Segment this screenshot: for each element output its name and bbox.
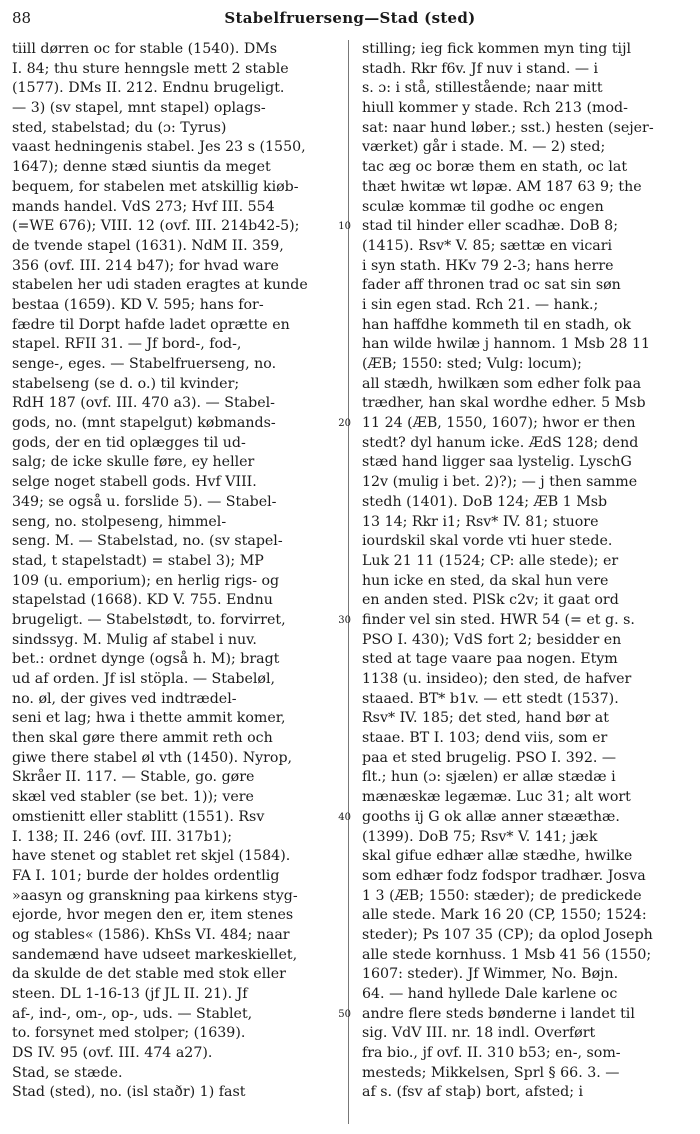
text-line: 109 (u. emporium); en herlig rigs- og <box>12 572 280 589</box>
text-line: 11 24 (ÆB, 1550, 1607); hwor er then <box>362 415 636 432</box>
page-number: 88 <box>12 9 32 27</box>
text-line: bequem, for stabelen met atskillig kiøb- <box>12 178 299 195</box>
text-line: af s. (fsv af staþ) bort, afsted; i <box>362 1084 584 1101</box>
text-line: 12v (mulig i bet. 2)?); — j then samme <box>362 474 638 491</box>
text-line: fader aff thronen trad oc sat sin søn <box>362 277 621 294</box>
text-line: værket) går i stade. M. — 2) sted; <box>362 139 606 156</box>
text-line: sted, stabelstad; du (ɔ: Tyrus) <box>12 119 227 136</box>
text-line: mands handel. VdS 273; Hvf III. 554 <box>12 198 275 215</box>
text-line: flt.; hun (ɔ: sjælen) er allæ stædæ i <box>362 769 616 786</box>
text-line: sig. VdV III. nr. 18 indl. Overført <box>362 1025 596 1042</box>
text-line: gods, no. (mnt stapelgut) købmands- <box>12 415 276 432</box>
text-line: PSO I. 430); VdS fort 2; besidder en <box>362 631 622 648</box>
text-line: en anden sted. PlSk c2v; it gaat ord <box>362 592 619 609</box>
text-line: skæl ved stabler (se bet. 1)); vere <box>12 789 254 806</box>
text-line: stedt? dyl hanum icke. ÆdS 128; dend <box>362 434 639 451</box>
text-line: fra bio., jf ovf. II. 310 b53; en-, som- <box>362 1045 621 1062</box>
text-line: omstienitt eller stablitt (1551). Rsv <box>12 808 265 825</box>
page-header <box>12 6 688 30</box>
text-line: stadh. Rkr f6v. Jf nuv i stand. — i <box>362 60 599 77</box>
text-line: Luk 21 11 (1524; CP: alle stede); er <box>362 552 619 569</box>
text-line: 1 3 (ÆB; 1550: stæder); de predickede <box>362 887 642 904</box>
text-line: stad, t stapelstadt) = stabel 3); MP <box>12 552 264 569</box>
text-line: skal gifue edhær allæ stædhe, hwilke <box>362 848 633 865</box>
text-line: Stad, se stæde. <box>12 1064 123 1081</box>
text-line: ud af orden. Jf isl stöpla. — Stabeløl, <box>12 671 276 687</box>
text-line: no. øl, der gives ved indtrædel- <box>12 690 237 707</box>
text-line: stapelstad (1668). KD V. 755. Endnu <box>12 592 273 609</box>
text-line: i sin egen stad. Rch 21. — hank.; <box>362 296 599 313</box>
text-line: steder); Ps 107 35 (CP); da oplod Joseph <box>362 926 653 943</box>
text-line: paa et sted brugelig. PSO I. 392. — <box>362 749 617 766</box>
text-line: giwe there stabel øl vth (1450). Nyrop, <box>12 749 293 766</box>
text-line: seng, no. stolpeseng, himmel- <box>12 513 227 530</box>
text-line: tiill dørren oc for stable (1540). DMs <box>12 41 278 57</box>
text-line: »aasyn og granskning paa kirkens styg- <box>12 887 298 904</box>
text-line: stedh (1401). DoB 124; ÆB 1 Msb <box>362 493 608 510</box>
text-line: hun icke en sted, da skal hun vere <box>362 572 609 589</box>
text-line: (=WE 676); VIII. 12 (ovf. III. 214b42-5); <box>12 218 300 235</box>
text-line: som edhær fodz fodspor tradhær. Josva <box>362 867 646 884</box>
text-line: 64. — hand hyllede Dale karlene oc <box>362 986 618 1002</box>
text-line: I. 84; thu sture henngsle mett 2 stable <box>12 60 289 77</box>
text-line: senge-, eges. — Stabelfruerseng, no. <box>12 356 277 372</box>
column-divider <box>348 40 349 1124</box>
text-line: vaast hedningenis stabel. Jes 23 s (1550, <box>12 139 306 156</box>
text-line: stabelen her udi staden eragtes at kunde <box>12 277 308 294</box>
text-line: s. ɔ: i stå, stillestående; naar mitt <box>362 80 603 97</box>
text-line: sted at tage vaare paa nogen. Etym <box>362 651 618 668</box>
text-line: iourdskil skal vorde vti huer stede. <box>362 533 613 550</box>
text-line: have stenet og stablet ret skjel (1584). <box>12 848 291 865</box>
text-line: (ÆB; 1550: sted; Vulg: locum); <box>362 356 582 372</box>
text-line: sindssyg. M. Mulig af stabel i nuv. <box>12 631 257 648</box>
text-line: mesteds; Mikkelsen, Sprl § 66. 3. — <box>362 1064 620 1081</box>
line-number: 30 <box>338 615 351 627</box>
text-line: mænæskæ legæmæ. Luc 31; alt wort <box>362 789 631 806</box>
text-line: thæt hwitæ wt løpæ. AM 187 63 9; the <box>362 178 642 195</box>
text-line: — 3) (sv stapel, mnt stapel) oplags- <box>12 100 266 117</box>
text-line: han wilde hwilæ j hannom. 1 Msb 28 11 <box>362 336 650 353</box>
text-line: de tvende stapel (1631). NdM II. 359, <box>12 237 284 254</box>
text-line: andre flere steds bønderne i landet til <box>362 1005 635 1022</box>
text-line: all stædh, hwilkæn som edher folk paa <box>362 375 642 392</box>
text-line: finder vel sin sted. HWR 54 (= et g. s. <box>362 611 635 628</box>
text-line: to. forsynet med stolper; (1639). <box>12 1025 246 1042</box>
text-line: FA I. 101; burde der holdes ordentlig <box>12 867 280 884</box>
right-text-column <box>362 40 692 1103</box>
text-line: 1607: steder). Jf Wimmer, No. Bøjn. <box>362 966 619 983</box>
left-text-column <box>12 40 338 1103</box>
text-line: tac æg oc boræ them en stath, oc lat <box>362 159 628 176</box>
text-line: seng. M. — Stabelstad, no. (sv stapel- <box>12 533 283 550</box>
text-line: bestaa (1659). KD V. 595; hans for- <box>12 296 264 313</box>
text-line: RdH 187 (ovf. III. 470 a3). — Stabel- <box>12 395 275 412</box>
text-line: han haffdhe kommeth til en stadh, ok <box>362 316 631 333</box>
text-line: stapel. RFII 31. — Jf bord-, fod-, <box>12 336 242 353</box>
text-line: sculæ kommæ til godhe oc engen <box>362 198 604 215</box>
text-line: 356 (ovf. III. 214 b47); for hvad ware <box>12 257 279 274</box>
text-line: salg; de icke skulle føre, ey heller <box>12 454 255 471</box>
text-line: Stad (sted), no. (isl staðr) 1) fast <box>12 1084 246 1101</box>
text-line: 1138 (u. insideo); den sted, de hafver <box>362 671 632 687</box>
text-line: af-, ind-, om-, op-, uds. — Stablet, <box>12 1005 253 1022</box>
line-number: 50 <box>338 1009 351 1021</box>
text-line: da skulde de det stable med stok eller <box>12 966 286 983</box>
text-line: then skal gøre there ammit reth och <box>12 730 273 747</box>
text-line: (1577). DMs II. 212. Endnu brugeligt. <box>12 80 285 97</box>
text-line: DS IV. 95 (ovf. III. 474 a27). <box>12 1045 213 1062</box>
text-line: gooths ij G ok allæ anner stææthæ. <box>362 808 620 825</box>
text-line: 1647); denne stæd siuntis da meget <box>12 159 271 176</box>
text-line: stilling; ieg fick kommen myn ting tijl <box>362 41 632 57</box>
text-line: sandemænd have udseet markeskiellet, <box>12 946 298 963</box>
text-line: staaed. BT* b1v. — ett stedt (1537). <box>362 690 619 707</box>
text-line: seni et lag; hwa i thette ammit komer, <box>12 710 286 727</box>
text-line: steen. DL 1-16-13 (jf JL II. 21). Jf <box>12 986 248 1002</box>
text-line: stad til hinder eller scadhæ. DoB 8; <box>362 218 618 235</box>
text-line: brugeligt. — Stabelstødt, to. forvirret, <box>12 611 286 628</box>
text-line: alle stede kornhuss. 1 Msb 41 56 (1550; <box>362 946 652 963</box>
text-line: 349; se også u. forslide 5). — Stabel- <box>12 493 277 510</box>
text-line: selge noget stabell gods. Hvf VIII. <box>12 474 257 491</box>
text-line: 13 14; Rkr i1; Rsv* IV. 81; stuore <box>362 513 599 530</box>
text-line: Rsv* IV. 185; det sted, hand bør at <box>362 710 609 727</box>
text-line: fædre til Dorpt hafde ladet oprætte en <box>12 316 290 333</box>
line-number: 40 <box>338 812 351 824</box>
text-line: alle stede. Mark 16 20 (CP, 1550; 1524: <box>362 907 647 924</box>
text-line: sat: naar hund løber.; sst.) hesten (sejer- <box>362 119 654 136</box>
running-title: Stabelfruerseng—Stad (sted) <box>224 9 476 27</box>
text-line: I. 138; II. 246 (ovf. III. 317b1); <box>12 828 233 845</box>
line-number: 20 <box>338 418 351 430</box>
text-line: trædher, han skal wordhe edher. 5 Msb <box>362 395 646 412</box>
text-line: Skråer II. 117. — Stable, go. gøre <box>12 769 255 786</box>
text-line: stæd hand ligger saa lystelig. LyschG <box>362 454 632 471</box>
text-line: og stables« (1586). KhSs VI. 484; naar <box>12 926 290 943</box>
text-line: hiull kommer y stade. Rch 213 (mod- <box>362 100 628 117</box>
text-line: gods, der en tid oplægges til ud- <box>12 434 246 451</box>
line-number: 10 <box>338 221 351 233</box>
text-line: stabelseng (se d. o.) til kvinder; <box>12 375 240 392</box>
text-line: staae. BT I. 103; dend viis, som er <box>362 730 608 747</box>
text-line: (1415). Rsv* V. 85; sættæ en vicari <box>362 237 613 254</box>
text-line: ejorde, hvor megen den er, item stenes <box>12 907 294 924</box>
text-line: i syn stath. HKv 79 2-3; hans herre <box>362 257 614 274</box>
text-line: bet.: ordnet dynge (også h. M); bragt <box>12 651 280 668</box>
text-line: (1399). DoB 75; Rsv* V. 141; jæk <box>362 828 598 845</box>
